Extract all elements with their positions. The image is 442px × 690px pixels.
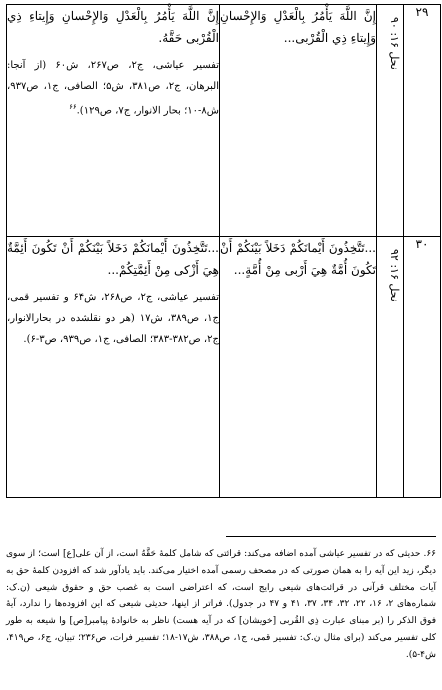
variant-verse-text: ...تَتَّخِذُونَ أَیْمانَکُمْ دَخَلاً بَیْنَکُمْ أَنْ تَکُونَ أَئِمَّةٌ هِيَ أَزْکی مِنْ أَئِمَّتِکُمْ... <box>7 241 219 277</box>
footnote-text: ۶۶. حدیثی که در تفسیر عیاشی آمده اضافه می‌کند: قرائتی که شامل کلمهٔ حَقَّهُ است، از آن علی[ع] است؛ از سوی دیگر، زید این آیه را به همان صورتی که در مصحف رسمی آمده اختیار می‌کند. باید یادآور شد که افزودن کلمهٔ حق به آیات مختلف قرآنی در قرائت‌های شیعی رایج است، که اعتراضی است به غصب حق و حقوق شیعی (ن.ک: شماره‌های ۲، ۱۶، ۲۲، ۳۲، ۳۴، ۳۷، ۴۱ و ۴۷ در جدول). فراتر از اینها، حدیثی شیعی که این افزوده‌ها را ندارد، آیهٔ فوق الذکر را (بر مبنای عبارت ذِي القُربی [خویشان] که در آیه هست) ناظر به خانوادهٔ پیامبر[ص] وا شیعه به طور کلی تفسیر می‌کند (برای مثال ن.ک: تفسیر قمی، ج۱، ص۳۸۸، ش۱۷-۱۸؛ تفسیر فرات، ص۲۳۶؛ تبیان، ج۶، ص۴۱۹، ش۴-۵). <box>6 549 437 660</box>
footnote-marker: ۶۶ <box>69 103 77 111</box>
citation-body: تفسیر عیاشی، ج۲، ص۲۶۷، ش۶۰ (از آنجا: البرهان، ج۲، ص۳۸۱، ش۵؛ الصافی، ج۱، ص۹۳۷، ش۸-۱۰؛ بحار الانوار، ج۷، ص۱۲۹). <box>7 60 219 117</box>
row-number: ۲۹ <box>404 5 441 237</box>
citation-text <box>7 55 219 121</box>
verse-reference-cell <box>377 5 404 237</box>
standard-verse-cell <box>220 237 377 498</box>
standard-verse-text: إِنَّ اللَّهَ یَأْمُرُ بِالْعَدْلِ وَالإِحْسانِ وَإِیتاءِ ذِي الْقُرْبی... <box>220 9 376 45</box>
standard-verse-cell <box>220 5 377 237</box>
variant-reading-cell <box>7 237 220 498</box>
variant-verse-text: إِنَّ اللَّهَ یَأْمُرُ بِالْعَدْلِ وَالإِحْسانِ وَإِیتاءِ ذِي الْقُرْبی حَقَّهُ. <box>7 9 219 45</box>
table-row <box>7 237 441 498</box>
variant-readings-table <box>6 4 441 498</box>
table-row <box>7 5 441 237</box>
standard-verse-text: ...تَتَّخِذُونَ أَیْمانَکُمْ دَخَلاً بَیْنَکُمْ أَنْ تَکُونَ أُمَّةٌ هِيَ أَرْبی مِنْ أُمَّةٍ... <box>220 241 376 277</box>
verse-reference: نحل ۱۶: ۹۲ <box>388 249 401 302</box>
footnote-divider <box>226 536 436 537</box>
variant-reading-cell <box>7 5 220 237</box>
verse-reference-cell <box>377 237 404 498</box>
citation-text: تفسیر عیاشی، ج۲، ص۲۶۸، ش۶۴ و تفسیر قمی، ج۱، ص۳۸۹، ش۱۷ (هر دو نقلشده در بحارالانوار، ج۲، ص۳۸۲-۳۸۳؛ الصافی، ج۱، ص۹۳۹، ص۳-۶). <box>7 292 220 345</box>
row-number: ۳۰ <box>404 237 441 498</box>
verse-reference: نحل ۱۶: ۹۰ <box>388 17 401 70</box>
